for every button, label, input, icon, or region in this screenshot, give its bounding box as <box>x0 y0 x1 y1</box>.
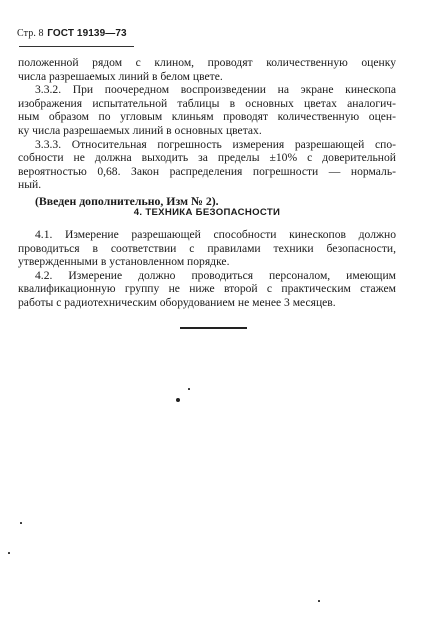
text-line: вероятностью 0,68. Закон распределения погрешности — нормаль- <box>18 164 396 178</box>
header-rule <box>19 46 134 47</box>
text-line: 3.3.2. При поочередном воспроизведении на экране кинескопа <box>35 83 396 97</box>
text-line: ный. <box>18 178 42 192</box>
text-line: утвержденными в установленном порядке. <box>18 255 230 269</box>
scan-speck <box>318 600 320 602</box>
end-rule <box>180 327 247 329</box>
page-header <box>17 28 127 39</box>
scan-speck <box>8 552 10 554</box>
scan-speck <box>188 388 190 390</box>
section-title: 4. ТЕХНИКА БЕЗОПАСНОСТИ <box>133 207 281 218</box>
paragraph-3-3-2 <box>18 83 396 137</box>
scan-speck <box>176 398 180 402</box>
text-line: работы с радиотехническим оборудованием не менее 3 месяцев. <box>18 295 336 309</box>
paragraph-3-3-3 <box>18 138 396 192</box>
text-line: квалификационную группу не ниже второй с практическим стажем <box>18 282 396 296</box>
text-line: 4.2. Измерение должно проводиться персоналом, имеющим <box>35 268 396 282</box>
standard-number: ГОСТ 19139—73 <box>47 28 127 39</box>
text-line: ным образом по угловым клиньям проводят количественную оцен- <box>18 110 396 124</box>
scan-speck <box>20 522 22 524</box>
text-line: положенной рядом с клином, проводят количественную оценку <box>18 56 396 69</box>
paragraph-4-2 <box>18 269 396 310</box>
section-text <box>18 228 396 310</box>
text-line: 4.1. Измерение разрешающей способности кинескопов должно <box>35 228 396 241</box>
paragraph-continuation <box>18 56 396 83</box>
text-line: 3.3.3. Относительная погрешность измерения разрешающей спо- <box>35 137 396 151</box>
text-line: числа разрешаемых линий в белом цвете. <box>18 69 223 83</box>
text-line: изображения испытательной таблицы в основных цветах аналогич- <box>18 96 396 110</box>
page-number: Стр. 8 <box>17 28 44 39</box>
text-line: собности не должна выходить за пределы ±10% с доверительной <box>18 151 396 165</box>
amendment-note: (Введен дополнительно, Изм № 2). <box>35 193 219 208</box>
text-line: проводиться в соответствии с правилами техники безопасности, <box>18 241 396 255</box>
text-line: ку числа разрешаемых линий в основных цветах. <box>18 123 262 137</box>
continued-text <box>18 56 396 209</box>
paragraph-4-1 <box>18 228 396 269</box>
